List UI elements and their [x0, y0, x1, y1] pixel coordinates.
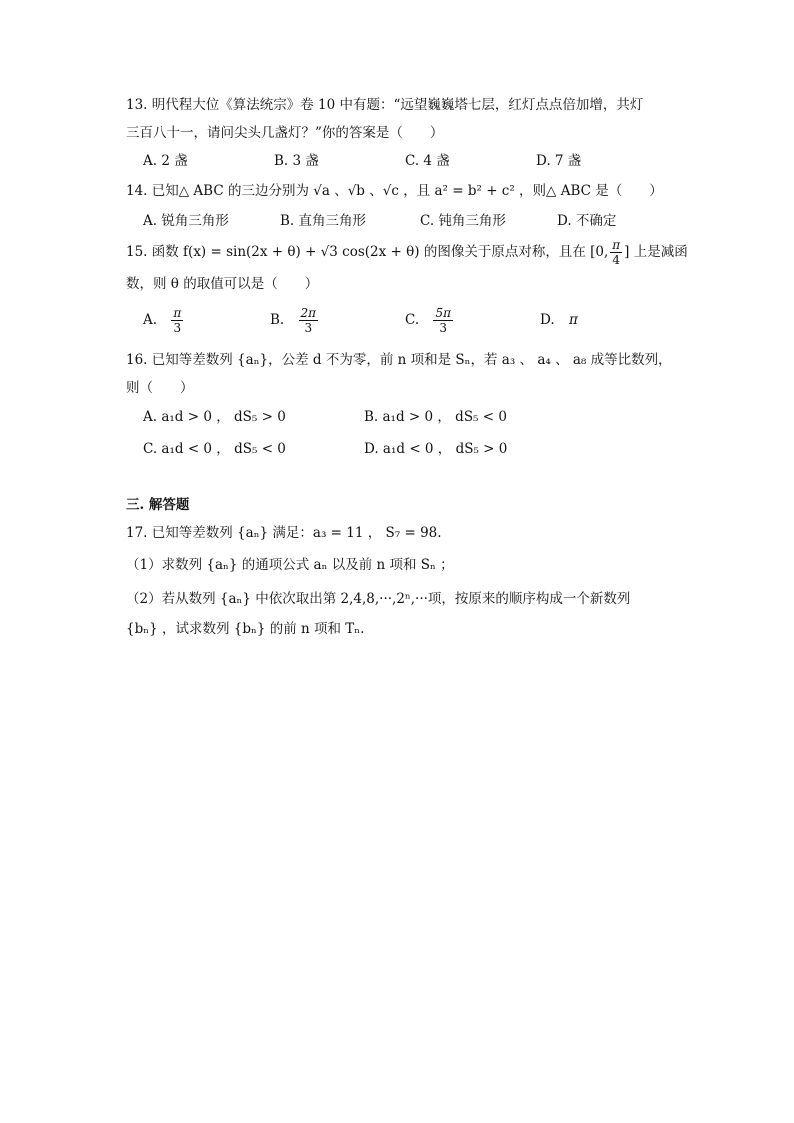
q15-option-a-num: π: [173, 306, 182, 320]
q13-line1: 13. 明代程大位《算法统宗》卷 10 中有题：“远望巍巍塔七层，红灯点点倍加增，共灯: [126, 97, 644, 113]
q15-option-a-fraction: [171, 306, 183, 335]
q15-option-a: [143, 304, 185, 336]
q16-option-d: D. a₁d < 0 ， dS₅ > 0: [364, 441, 508, 457]
q15-option-c-fraction: [433, 306, 453, 335]
q15-option-d: [540, 304, 578, 336]
q14-option-d: D. 不确定: [557, 213, 617, 229]
q15-line1: [126, 236, 688, 268]
q13-line2: 三百八十一，请问尖头几盏灯？”你的答案是（ ）: [126, 125, 444, 141]
q15-line1-pre: 15. 函数 f(x) = sin(2x + θ) + √3 cos(2x + θ) 的图像关于原点对称，且在 [0,: [126, 244, 609, 260]
q15-interval-frac-den: 4: [612, 253, 621, 267]
q16-option-b: B. a₁d > 0 ， dS₅ < 0: [364, 409, 507, 425]
q13-option-c: C. 4 盏: [405, 153, 450, 169]
q15-option-d-value: π: [568, 312, 578, 328]
q14-option-c: C. 钝角三角形: [420, 213, 506, 229]
q17-part2-line1: （2）若从数列 {aₙ} 中依次取出第 2,4,8,···,2ⁿ,···项，按原来的顺序构成一个新数列: [126, 591, 631, 607]
q16-line1: 16. 已知等差数列 {aₙ}，公差 d 不为零，前 n 项和是 Sₙ，若 a₃ 、 a₄ 、 a₈ 成等比数列，: [126, 352, 672, 368]
q15-option-a-label: A.: [143, 312, 158, 328]
q15-option-d-label: D.: [540, 312, 555, 328]
q15-option-c-label: C.: [405, 312, 420, 328]
q16-option-a: A. a₁d > 0 ， dS₅ > 0: [143, 409, 286, 425]
q17-part2-line2: {bₙ} ，试求数列 {bₙ} 的前 n 项和 Tₙ.: [126, 621, 365, 637]
q15-interval-frac-num: π: [612, 238, 621, 252]
q15-option-b: [270, 304, 320, 336]
q15-option-b-label: B.: [270, 312, 285, 328]
q16-option-c: C. a₁d < 0 ， dS₅ < 0: [143, 441, 286, 457]
q16-line2: 则（ ）: [126, 380, 194, 396]
q13-option-a: A. 2 盏: [143, 153, 188, 169]
q15-line1-post: ] 上是减函: [624, 244, 688, 260]
q15-interval-fraction: [610, 238, 622, 267]
q14-option-b: B. 直角三角形: [280, 213, 367, 229]
q15-option-c-num: 5π: [435, 306, 451, 320]
q15-option-b-num: 2π: [300, 306, 317, 320]
q15-option-c-den: 3: [439, 321, 448, 335]
q13-option-d: D. 7 盏: [536, 153, 582, 169]
q15-option-c: [405, 304, 455, 336]
q14-option-a: A. 锐角三角形: [143, 213, 229, 229]
q17-part1: （1）求数列 {aₙ} 的通项公式 aₙ 以及前 n 项和 Sₙ ；: [126, 557, 454, 573]
q17-line1: 17. 已知等差数列 {aₙ} 满足：a₃ = 11 ， S₇ = 98.: [126, 525, 442, 541]
q15-option-b-fraction: [299, 306, 319, 335]
section-title-answer-questions: 三. 解答题: [126, 497, 190, 513]
q13-option-b: B. 3 盏: [274, 153, 319, 169]
q15-line2: 数，则 θ 的取值可以是（ ）: [126, 276, 319, 292]
q15-option-b-den: 3: [304, 321, 313, 335]
q14-line1: 14. 已知△ ABC 的三边分别为 √a 、√b 、√c ，且 a² = b² + c² ，则△ ABC 是（ ）: [126, 183, 663, 199]
q15-option-a-den: 3: [173, 321, 182, 335]
